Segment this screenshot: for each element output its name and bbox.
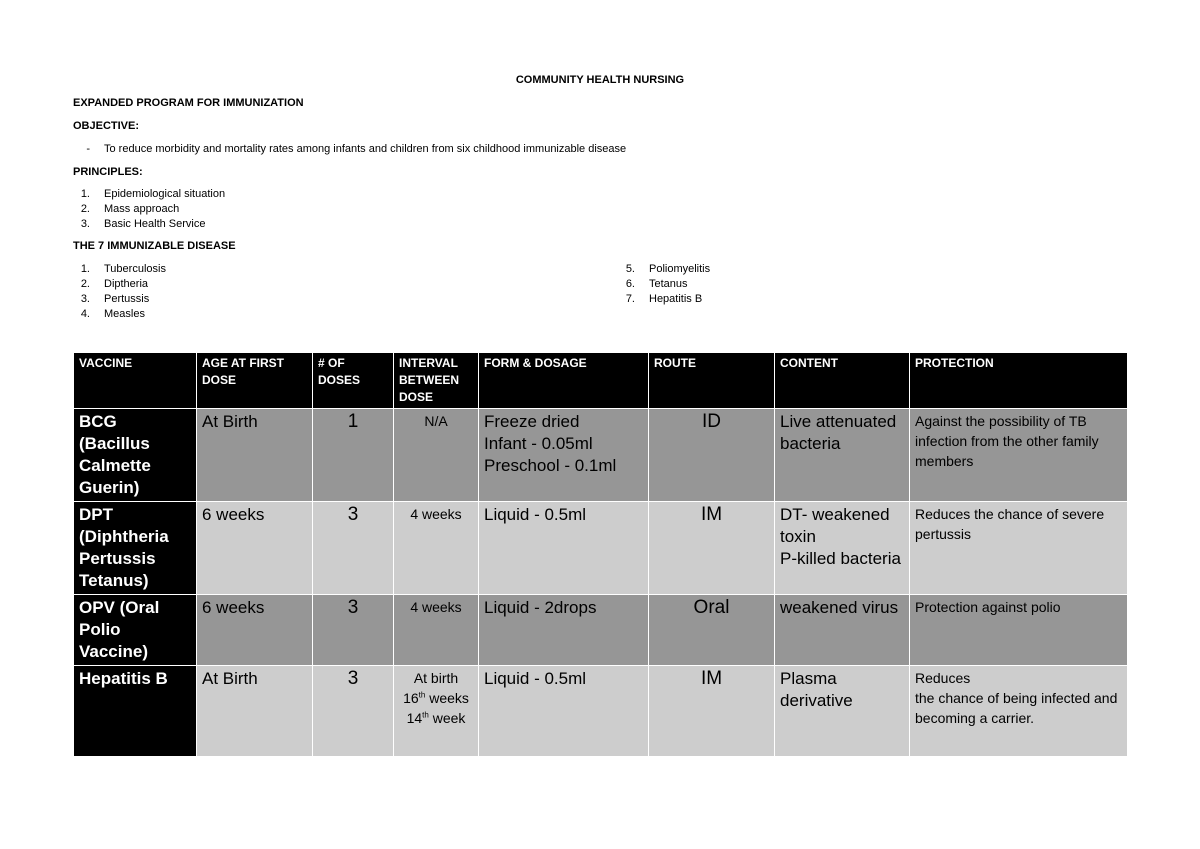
table-row [74,595,1128,666]
cell-vaccine: OPV (Oral Polio Vaccine) [74,595,197,666]
cell-protection: Against the possibility of TB infection from the other family members [910,409,1128,502]
header-form: FORM & DOSAGE [479,353,649,409]
objective-bullet: - [86,143,90,155]
cell-vaccine: DPT (Diphtheria Pertussis Tetanus) [74,502,197,595]
cell-age: At Birth [197,409,313,502]
disease-item: 5. Poliomyelitis [625,263,711,275]
program-heading: EXPANDED PROGRAM FOR IMMUNIZATION [73,97,304,109]
header-interval: INTERVAL BETWEEN DOSE [394,353,479,409]
vaccine-table [73,352,1128,757]
cell-content: Plasma derivative [775,666,910,757]
cell-protection: Protection against polio [910,595,1128,666]
cell-doses: 3 [313,502,394,595]
header-protection: PROTECTION [910,353,1128,409]
table-row [74,666,1128,757]
disease-item: 6. Tetanus [625,278,688,290]
cell-age: 6 weeks [197,502,313,595]
cell-content: DT- weakened toxin P-killed bacteria [775,502,910,595]
cell-doses: 1 [313,409,394,502]
cell-age: At Birth [197,666,313,757]
diseases-heading: THE 7 IMMUNIZABLE DISEASE [73,240,236,252]
cell-form: Liquid - 0.5ml [479,502,649,595]
header-content: CONTENT [775,353,910,409]
disease-item: 3. Pertussis [80,293,150,305]
cell-protection: Reduces the chance of being infected and becoming a carrier. [910,666,1128,757]
principle-item: 3. Basic Health Service [80,218,206,230]
table-header-row [74,353,1128,409]
cell-vaccine: BCG (Bacillus Calmette Guerin) [74,409,197,502]
cell-interval: At birth 16th weeks 14th week [394,666,479,757]
cell-doses: 3 [313,666,394,757]
objective-item [68,143,626,155]
cell-doses: 3 [313,595,394,666]
cell-vaccine: Hepatitis B [74,666,197,757]
disease-item: 2. Diptheria [80,278,149,290]
header-vaccine: VACCINE [74,353,197,409]
objective-heading: OBJECTIVE: [73,120,140,132]
cell-route: IM [649,502,775,595]
principle-item: 2. Mass approach [80,203,180,215]
cell-interval: 4 weeks [394,502,479,595]
cell-form: Freeze dried Infant - 0.05ml Preschool - 0.1ml [479,409,649,502]
header-age: AGE AT FIRST DOSE [197,353,313,409]
cell-protection: Reduces the chance of severe pertussis [910,502,1128,595]
cell-form: Liquid - 0.5ml [479,666,649,757]
disease-item: 1. Tuberculosis [80,263,166,275]
disease-item: 7. Hepatitis B [625,293,703,305]
document-title: COMMUNITY HEALTH NURSING [515,74,685,86]
cell-age: 6 weeks [197,595,313,666]
objective-text: To reduce morbidity and mortality rates among infants and children from six childhood immunizable disease [104,143,627,155]
header-doses: # OF DOSES [313,353,394,409]
cell-content: weakened virus [775,595,910,666]
table-row [74,409,1128,502]
cell-route: IM [649,666,775,757]
header-route: ROUTE [649,353,775,409]
table-row [74,502,1128,595]
cell-route: Oral [649,595,775,666]
disease-item: 4. Measles [80,308,145,320]
cell-route: ID [649,409,775,502]
cell-form: Liquid - 2drops [479,595,649,666]
principles-heading: PRINCIPLES: [73,166,143,178]
cell-interval: 4 weeks [394,595,479,666]
cell-content: Live attenuated bacteria [775,409,910,502]
cell-interval: N/A [394,409,479,502]
principle-item: 1. Epidemiological situation [80,188,226,200]
